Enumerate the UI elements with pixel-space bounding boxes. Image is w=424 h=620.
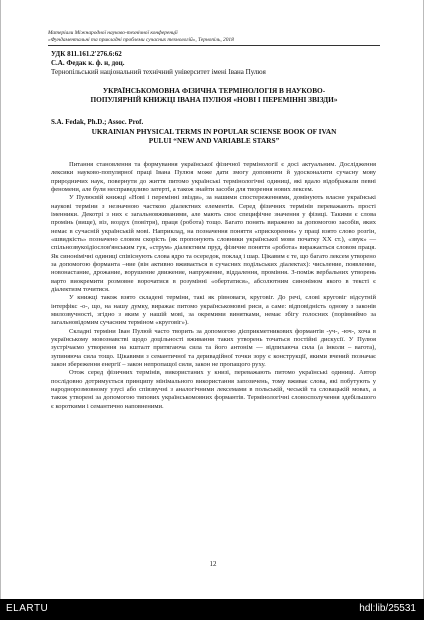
article-body	[51, 161, 376, 411]
paragraph: У Пулюєвій книжці «Нові і перемінні звізди», за нашими спостереженнями, домінують власне українські наукові терміни з незначною часткою діалектних елементів. Серед фізичних термінів переважають прості іменники. Декотрі з них є загальновживаними, але мають своє специфічне значення у фізиці. Такими є слова промінь (вище), віз, воздух (повітря), праця (робота) тощо. Багато понять виражено за допомогою засобів, яких немає в сучасній українській мові. Наприклад, на позначення поняття «прискорення» у праці взято слово розгін, «швидкість» позначено словом скорість (як пропонують словники української мови початку ХХ ст.), «звук» — спільнозвукоідіослов'янським гук, «струм» діалектним пруд, фізичне поняття «робота» виражається словом праця. Як синонімічні одиниці співіснують слова ядро та осередок, поклад і шар. Цікавим є те, що багато лексем утворено за допомогою форманта –ние (він активно вживається в сучасних подільських діалектах): чисьление, появление, новонастание, дрожание, ворушение движение, напружение, віддалення, проміння. З-поміж вербальних утворень варто виокремити розмовне ворочатися в розумінні «обертатися», абсолютним синонімом якого в тексті є діалектизм точитися.	[51, 194, 376, 293]
author-en: S.A. Fedak, Ph.D.; Assoc. Prof.	[51, 118, 144, 126]
author-ua: С.А. Федак к. ф. н, доц.	[51, 59, 125, 67]
repository-footer	[0, 599, 424, 620]
paragraph: У книжці також взято складені терміни, такі як рівноваги, круговіг. До речі, слові круговіг відсутній інтерфікс -о-, що, на нашу думку, виражає питомо українськомовні риси, а саме: відповідність однову з законів милозвучності, згідно з яким у нашій мові, за окремими винятками, немає збігу голосних (порівняймо за загальновідомим сучасним терміном «круговіг»).	[51, 294, 376, 327]
title-en-line-1: UKRAINIAN PHYSICAL TERMS IN POPULAR SCIENSE BOOK OF IVAN	[91, 127, 337, 136]
paragraph: Складні терміни Іван Пулюй часто творить за допомогою дієприкметникових формантів -уч-, -юч-, хоча в українському мовознавстві щодо доцільності вживання таких утворень точаться постійні дискусії. У Пулюя зустрічаємо утворення на кшталт притягаюча сила та його антонім — відпихаюча сила (а інколи – вагота), зупиняюча сила тощо. Цікавими з семантичної та деривадійної точки зору є конструкції, якими вчений позначає закон збереження енергії – закон непропащої сили, закон не пропащого руху.	[51, 327, 376, 368]
title-english	[48, 127, 380, 145]
udk-code: УДК 811.161.2'276.6:62	[51, 50, 122, 58]
title-ua-line-2: ПОПУЛЯРНІЙ КНИЖЦІ ІВАНА ПУЛЮЯ «НОВІ І ПЕРЕМІННІ ЗВІЗДИ»	[90, 95, 338, 104]
repository-name: ELARTU	[6, 603, 49, 614]
header-line-2: «Фундаментальні та прикладні проблеми сучасних технологій», Тернопіль, 2018	[48, 37, 234, 43]
paragraph: Питання становлення та формування української фізичної термінології є досі актуальним. Дослідження лексики науково-популярної праці Івана Пулюя може дати змогу доповнити й удосконалити сучасну мову природничих наук, повернути до життя питомо українські термінологічні одиниці, які вдало відображали певні феномени, але були несправедливо затерті, а також знайти засоби для творення нових лексем.	[51, 161, 376, 193]
title-en-line-2: PULUI “NEW AND VARIABLE STARS”	[148, 136, 280, 145]
title-ukrainian	[48, 86, 380, 104]
conference-header	[48, 30, 378, 44]
header-line-1: Матеріали Міжнародної науково-технічної конференції	[48, 30, 178, 36]
page-number: 12	[209, 560, 217, 568]
title-ua-line-1: УКРАЇНСЬКОМОВНА ФІЗИЧНА ТЕРМІНОЛОГІЯ В НАУКОВО-	[102, 86, 326, 95]
handle-identifier: hdl:lib/25531	[359, 603, 416, 614]
paragraph: Отож серед фізичних термінів, використаних у книзі, переважають питомо українські одиниці. Автор послідовно дотримується принципу мінімального використання запозичень, тому вживає слова, які побутують у народнорозмовному узусі або співзвучні з аналогічними лексемами в польській, чеській та словацькій мовах, а також утворені за допомогою типових українськомовних формантів. Термінологічні словосполучення здебільшого є короткими і семантично наповненими.	[51, 369, 376, 410]
affiliation: Тернопільський національний технічний університет імені Івана Пулюя	[51, 68, 266, 76]
header-divider	[48, 45, 380, 46]
